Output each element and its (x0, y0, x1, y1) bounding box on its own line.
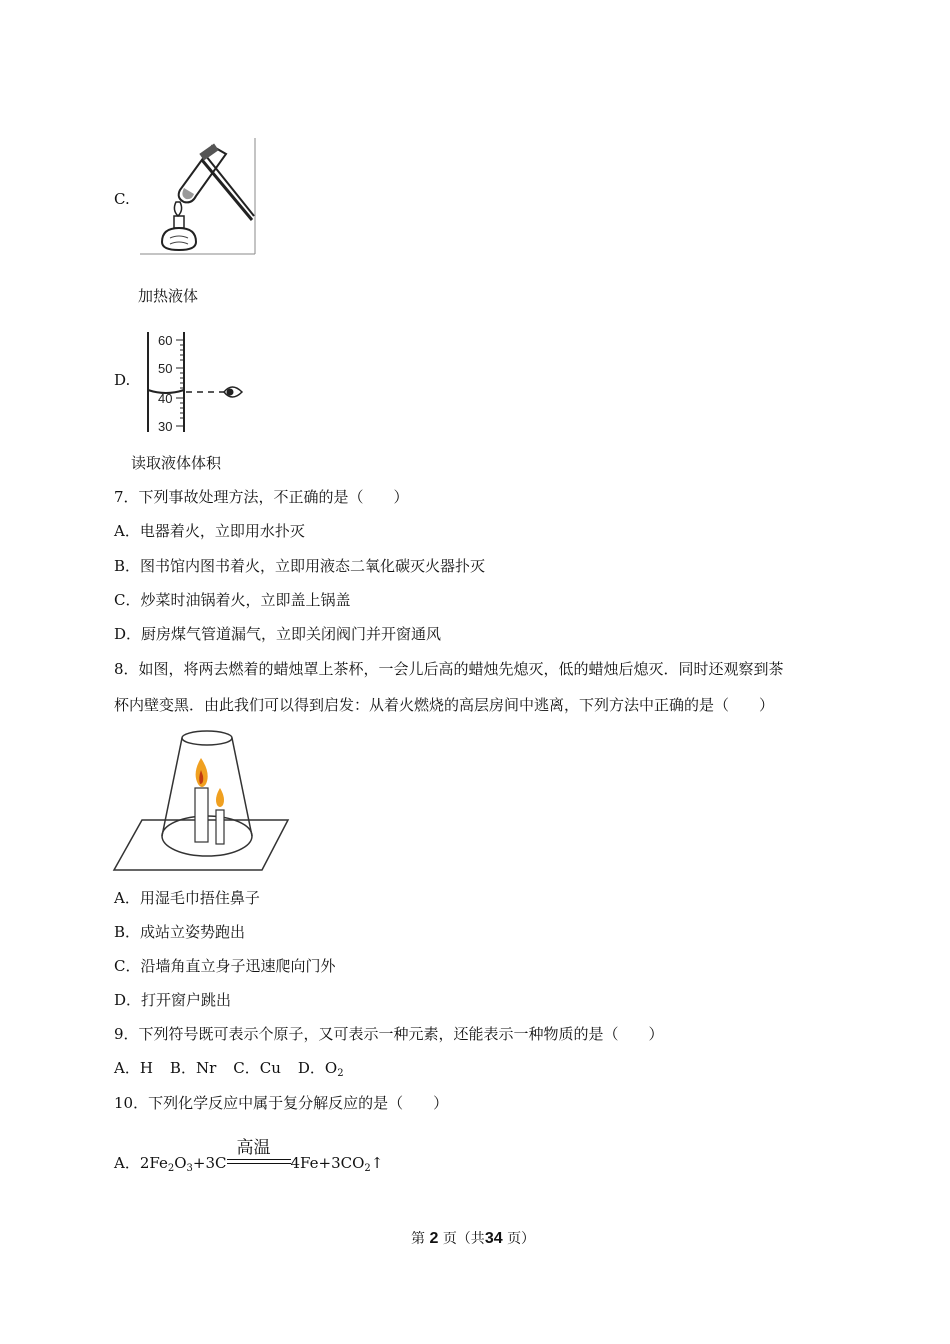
q9-option-a: A．H (114, 1059, 153, 1077)
page-footer: 第 2 页（共34 页） (411, 1230, 536, 1247)
scale-label-50: 50 (158, 361, 173, 376)
short-candle-flame (216, 788, 224, 807)
candles-under-cup-figure (112, 728, 292, 874)
q9-stem: 9．下列符号既可表示个原子，又可表示一种元素，还能表示一种物质的是（ ） (114, 1025, 664, 1043)
q9-option-b: B．Nr (169, 1059, 217, 1077)
q10-equation-right: $4Fe+3CO_2↑$ (290, 1154, 384, 1174)
q8-stem-line1: 8．如图，将两去燃着的蜡烛罩上茶杯，一会儿后高的蜡烛先熄灭，低的蜡烛后熄灭．同时还观察到茶 (114, 660, 784, 678)
reaction-condition: 高温 (236, 1138, 271, 1158)
q8-stem-line2: 杯内壁变黑．由此我们可以得到启发：从着火燃烧的高层房间中逃离，下列方法中正确的是（ ） (114, 696, 775, 714)
q9-option-c: C．Cu (233, 1059, 281, 1077)
q10-option-a (114, 1138, 384, 1175)
option-c-caption: 加热液体 (138, 287, 199, 305)
equals-sign-line-bottom (227, 1163, 291, 1164)
graduated-cylinder-figure (138, 330, 246, 434)
q10-equation-left: $2Fe_2O_3+3C$ (139, 1154, 227, 1174)
option-c-label: C. (114, 190, 130, 208)
option-d-caption: 读取液体体积 (131, 454, 222, 472)
short-candle (216, 810, 224, 844)
q9-option-d: D．$O_2$ (297, 1059, 344, 1079)
cup-bottom (182, 731, 232, 745)
q7-option-a: A．电器着火，立即用水扑灭 (114, 522, 305, 540)
q8-option-c: C．沿墙角直立身子迅速爬向门外 (114, 957, 336, 975)
cup-side-left (162, 738, 182, 836)
q8-option-b: B．成站立姿势跑出 (114, 923, 246, 941)
scale-label-60: 60 (158, 333, 173, 348)
q9-options (114, 1059, 344, 1080)
heating-liquid-figure (140, 138, 258, 256)
test-tube-holder (199, 144, 254, 220)
option-d-label: D. (114, 371, 131, 389)
total-pages: 34 (484, 1230, 503, 1247)
cylinder-scale (176, 340, 184, 426)
scale-label-40: 40 (158, 391, 173, 406)
page-number: 2 (429, 1230, 439, 1247)
q10-option-a-label: A． (114, 1154, 140, 1172)
q10-stem: 10．下列化学反应中属于复分解反应的是（ ） (114, 1094, 449, 1112)
alcohol-lamp (162, 202, 196, 250)
q7-option-c: C．炒菜时油锅着火，立即盖上锅盖 (114, 591, 351, 609)
eye-icon (224, 387, 242, 397)
reaction-condition-arrow (227, 1138, 291, 1168)
q7-option-b: B．图书馆内图书着火，立即用液态二氧化碳灭火器扑灭 (114, 557, 486, 575)
tall-candle (195, 788, 208, 842)
q7-option-d: D．厨房煤气管道漏气，立即关闭阀门并开窗通风 (114, 625, 442, 643)
q8-option-d: D．打开窗户跳出 (114, 991, 232, 1009)
equals-sign-line-top (227, 1159, 291, 1160)
q7-stem: 7．下列事故处理方法，不正确的是（ ） (114, 488, 409, 506)
cup-side-right (232, 738, 252, 836)
q8-option-a: A．用湿毛巾捂住鼻子 (114, 889, 260, 907)
scale-label-30: 30 (158, 419, 173, 434)
